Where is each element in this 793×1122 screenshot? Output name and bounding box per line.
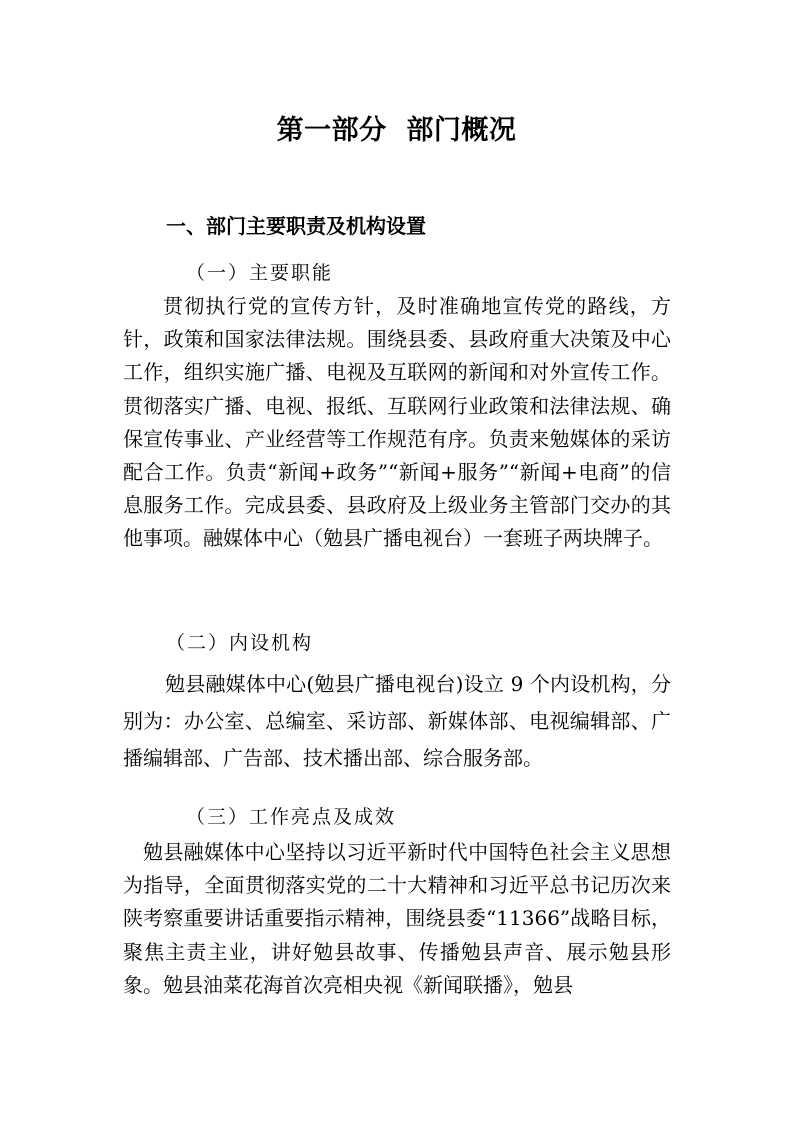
- highlights-text: 勉县融媒体中心坚持以习近平新时代中国特色社会主义思想为指导，全面贯彻落实党的二十大精神和习近平总书记历次来陕考察重要讲话重要指示精神，围绕县委“11366”战略目标，聚焦主责主业，讲好勉县故事、传播勉县声音、展示勉县形象。勉县油菜花海首次亮相央视《新闻联播》，勉县: [123, 840, 671, 997]
- internal-institutions-text: 勉县融媒体中心(勉县广播电视台)设立 9 个内设机构，分别为：办公室、总编室、采访部、新媒体部、电视编辑部、广播编辑部、广告部、技术播出部、综合服务部。: [123, 672, 671, 770]
- subsection-heading-highlights: （三）工作亮点及成效: [186, 806, 397, 828]
- main-functions-text: 贯彻执行党的宣传方针，及时准确地宣传党的路线，方针，政策和国家法律法规。围绕县委、县政府重大决策及中心工作，组织实施广播、电视及互联网的新闻和对外宣传工作。贯彻落实广播、电视、报纸、互联网行业政策和法律法规、确保宣传事业、产业经营等工作规范有序。负责来勉媒体的采访配合工作。负责“新闻+政务”“新闻+服务”“新闻+电商”的信息服务工作。完成县委、县政府及上级业务主管部门交办的其他事项。融媒体中心（勉县广播电视台）一套班子两块牌子。: [123, 294, 671, 551]
- highlights-paragraph: [123, 836, 671, 1002]
- subsection-heading-internal-institutions: （二）内设机构: [166, 632, 314, 654]
- page-title: 第一部分 部门概况: [276, 115, 517, 146]
- main-functions-paragraph: [123, 290, 671, 556]
- section-heading: 一、部门主要职责及机构设置: [166, 214, 426, 238]
- internal-institutions-paragraph: [123, 666, 671, 777]
- subsection-heading-main-functions: （一）主要职能: [186, 262, 334, 284]
